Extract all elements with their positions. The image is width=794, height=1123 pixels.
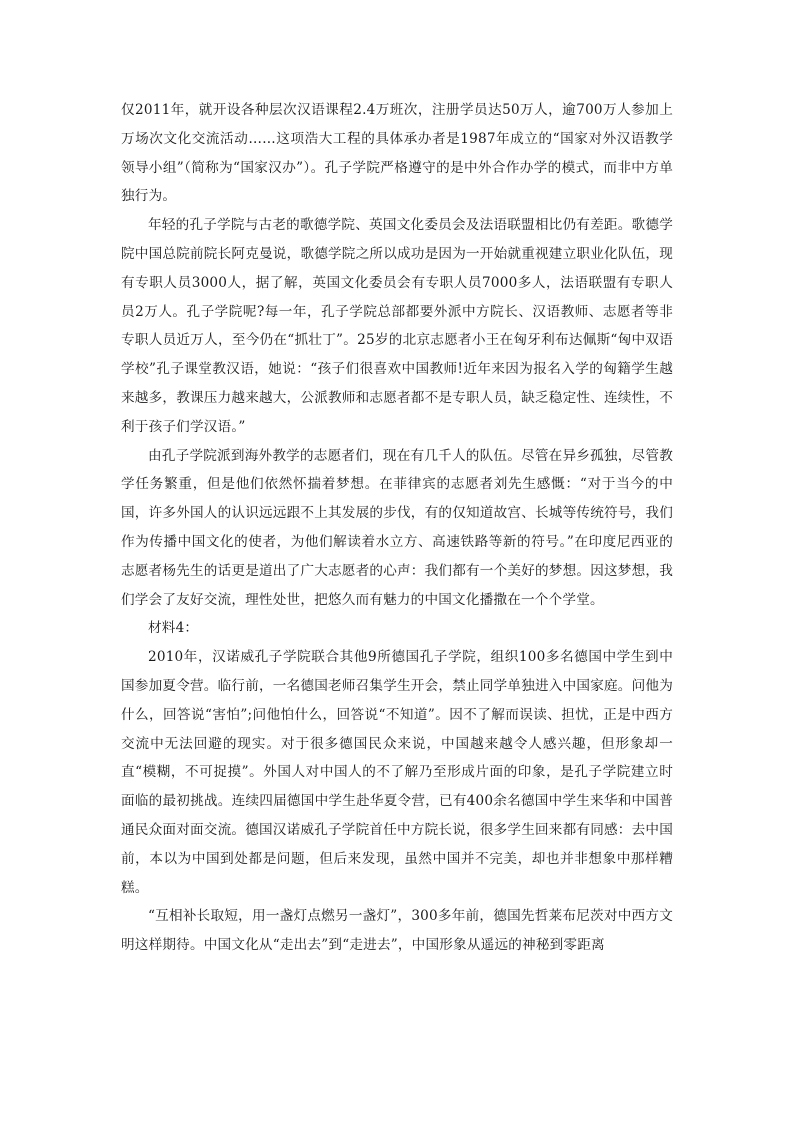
paragraph-staffing-gap: 年轻的孔子学院与古老的歌德学院、英国文化委员会及法语联盟相比仍有差距。歌德学院中国总院前院长阿克曼说，歌德学院之所以成功是因为一开始就重视建立职业化队伍，现有专职人员3000人，据了解，英国文化委员会有专职人员7000多人，法语联盟有专职人员2万人。孔子学院呢?每一年，孔子学院总部都要外派中方院长、汉语教师、志愿者等非专职人员近万人，至今仍在“抓壮丁”。25岁的北京志愿者小王在匈牙利布达佩斯“匈中双语学校”孔子课堂教汉语，她说：“孩子们很喜欢中国教师!近年来因为报名入学的匈籍学生越来越多，教课压力越来越大，公派教师和志愿者都不是专职人员，缺乏稳定性、连续性，不利于孩子们学汉语。” (121, 217, 673, 435)
document-body (121, 96, 673, 960)
paragraph-leibniz-quote: “互相补长取短，用一盏灯点燃另一盏灯”，300多年前，德国先哲莱布尼茨对中西方文明这样期待。中国文化从“走出去”到“走进去”，中国形象从遥远的神秘到零距离 (121, 908, 673, 954)
material-4-heading: 材料4： (148, 620, 199, 637)
paragraph-summer-camp: 2010年，汉诺威孔子学院联合其他9所德国孔子学院，组织100多名德国中学生到中国参加夏令营。临行前，一名德国老师召集学生开会，禁止同学单独进入中国家庭。问他为什么，回答说“害怕”;问他怕什么，回答说“不知道”。因不了解而误读、担忧，正是中西方交流中无法回避的现实。对于很多德国民众来说，中国越来越令人感兴趣，但形象却一直“模糊，不可捉摸”。外国人对中国人的不了解乃至形成片面的印象，是孔子学院建立时面临的最初挑战。连续四届德国中学生赴华夏令营，已有400余名德国中学生来华和中国普通民众面对面交流。德国汉诺威孔子学院首任中方院长说，很多学生回来都有同感：去中国前，本以为中国到处都是问题，但后来发现，虽然中国并不完美，却也并非想象中那样糟糕。 (121, 649, 673, 896)
paragraph-volunteers: 由孔子学院派到海外教学的志愿者们，现在有几千人的队伍。尽管在异乡孤独，尽管教学任务繁重，但是他们依然怀揣着梦想。在菲律宾的志愿者刘先生感慨：“对于当今的中国，许多外国人的认识远远跟不上其发展的步伐，有的仅知道故宫、长城等传统符号，我们作为传播中国文化的使者，为他们解读着水立方、高速铁路等新的符号。”在印度尼西亚的志愿者杨先生的话更是道出了广大志愿者的心声：我们都有一个美好的梦想。因这梦想，我们学会了友好交流，理性处世，把悠久而有魅力的中国文化播撒在一个个学堂。 (121, 447, 673, 608)
paragraph-continuation: 仅2011年，就开设各种层次汉语课程2.4万班次，注册学员达50万人，逾700万人参加上万场次文化交流活动……这项浩大工程的具体承办者是1987年成立的“国家对外汉语教学领导小组”（简称为“国家汉办”）。孔子学院严格遵守的是中外合作办学的模式，而非中方单独行为。 (121, 102, 673, 205)
